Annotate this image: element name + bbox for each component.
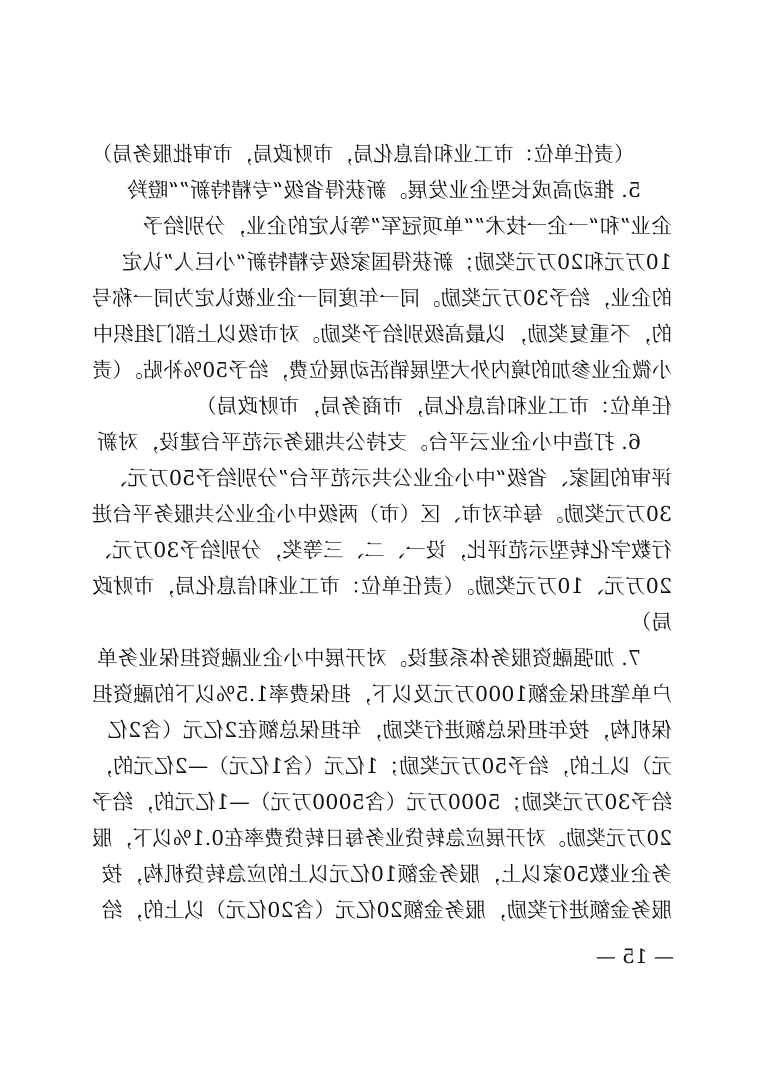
- text-line: 20万元奖励。对开展应急转贷业务每日转贷费率在0.1%以下，服: [92, 826, 672, 850]
- text-line: 评审的国家、省级“中小企业公共示范平台”分别给予50万元、: [106, 466, 672, 490]
- text-line: 务企业数50家以上，服务金额10亿元以上的应急转贷机构，按: [101, 862, 672, 886]
- text-line: 7. 加强融资服务体系建设。对开展中小企业融资担保业务单: [96, 646, 641, 670]
- text-line: 的企业，给予30万元奖励。同一年度同一企业被认定为同一称号: [91, 286, 672, 310]
- text-line: 服务金额进行奖励，服务金额20亿元（含20亿元）以上的，给: [101, 898, 672, 922]
- text-line: 任单位：市工业和信息化局，市商务局，市财政局）: [195, 394, 672, 418]
- text-line: 10万元和20万元奖励；新获得国家级专精特新“小巨人”认定: [121, 250, 672, 274]
- text-line: 局）: [630, 610, 672, 634]
- text-line: 给予30万元奖励；5000万元（含5000万元）—1亿元的，给予: [91, 790, 672, 814]
- text-line: （责任单位：市工业和信息化局，市财政局，市审批服务局）: [92, 142, 634, 166]
- text-line: 小微企业参加的境内外大型展销活动展位费，给予50%补贴。（责: [92, 358, 672, 382]
- text-line: 20万元、10万元奖励。（责任单位：市工业和信息化局，市财政: [92, 574, 672, 598]
- page-number: — 15 —: [595, 944, 674, 968]
- text-line: 元）以上的，给予50万元奖励；1亿元（含1亿元）—2亿元的，: [92, 754, 672, 778]
- text-line: 5. 推动高成长型企业发展。新获得省级“专精特新”“瞪羚: [126, 178, 641, 202]
- text-line: 企业”和“一企一技术”“单项冠军”等认定的企业，分别给予: [142, 214, 672, 238]
- text-line: 保机构，按年担保总额进行奖励，年担保总额在2亿元（含2亿: [107, 718, 672, 742]
- text-line: 行数字化转型示范评比，设一、二、三等奖，分别给予30万元、: [91, 538, 672, 562]
- text-line: 6. 打造中小企业云平台。支持公共服务示范平台建设，对新: [96, 430, 641, 454]
- text-line: 户单笔担保金额1000万元及以下，担保费率1.5%以下的融资担: [92, 682, 672, 706]
- text-line: 的，不重复奖励，以最高级别给予奖励。对市级以上部门组织中: [92, 322, 672, 346]
- text-line: 30万元奖励。每年对市、区（市）两级中小企业公共服务平台进: [91, 502, 672, 526]
